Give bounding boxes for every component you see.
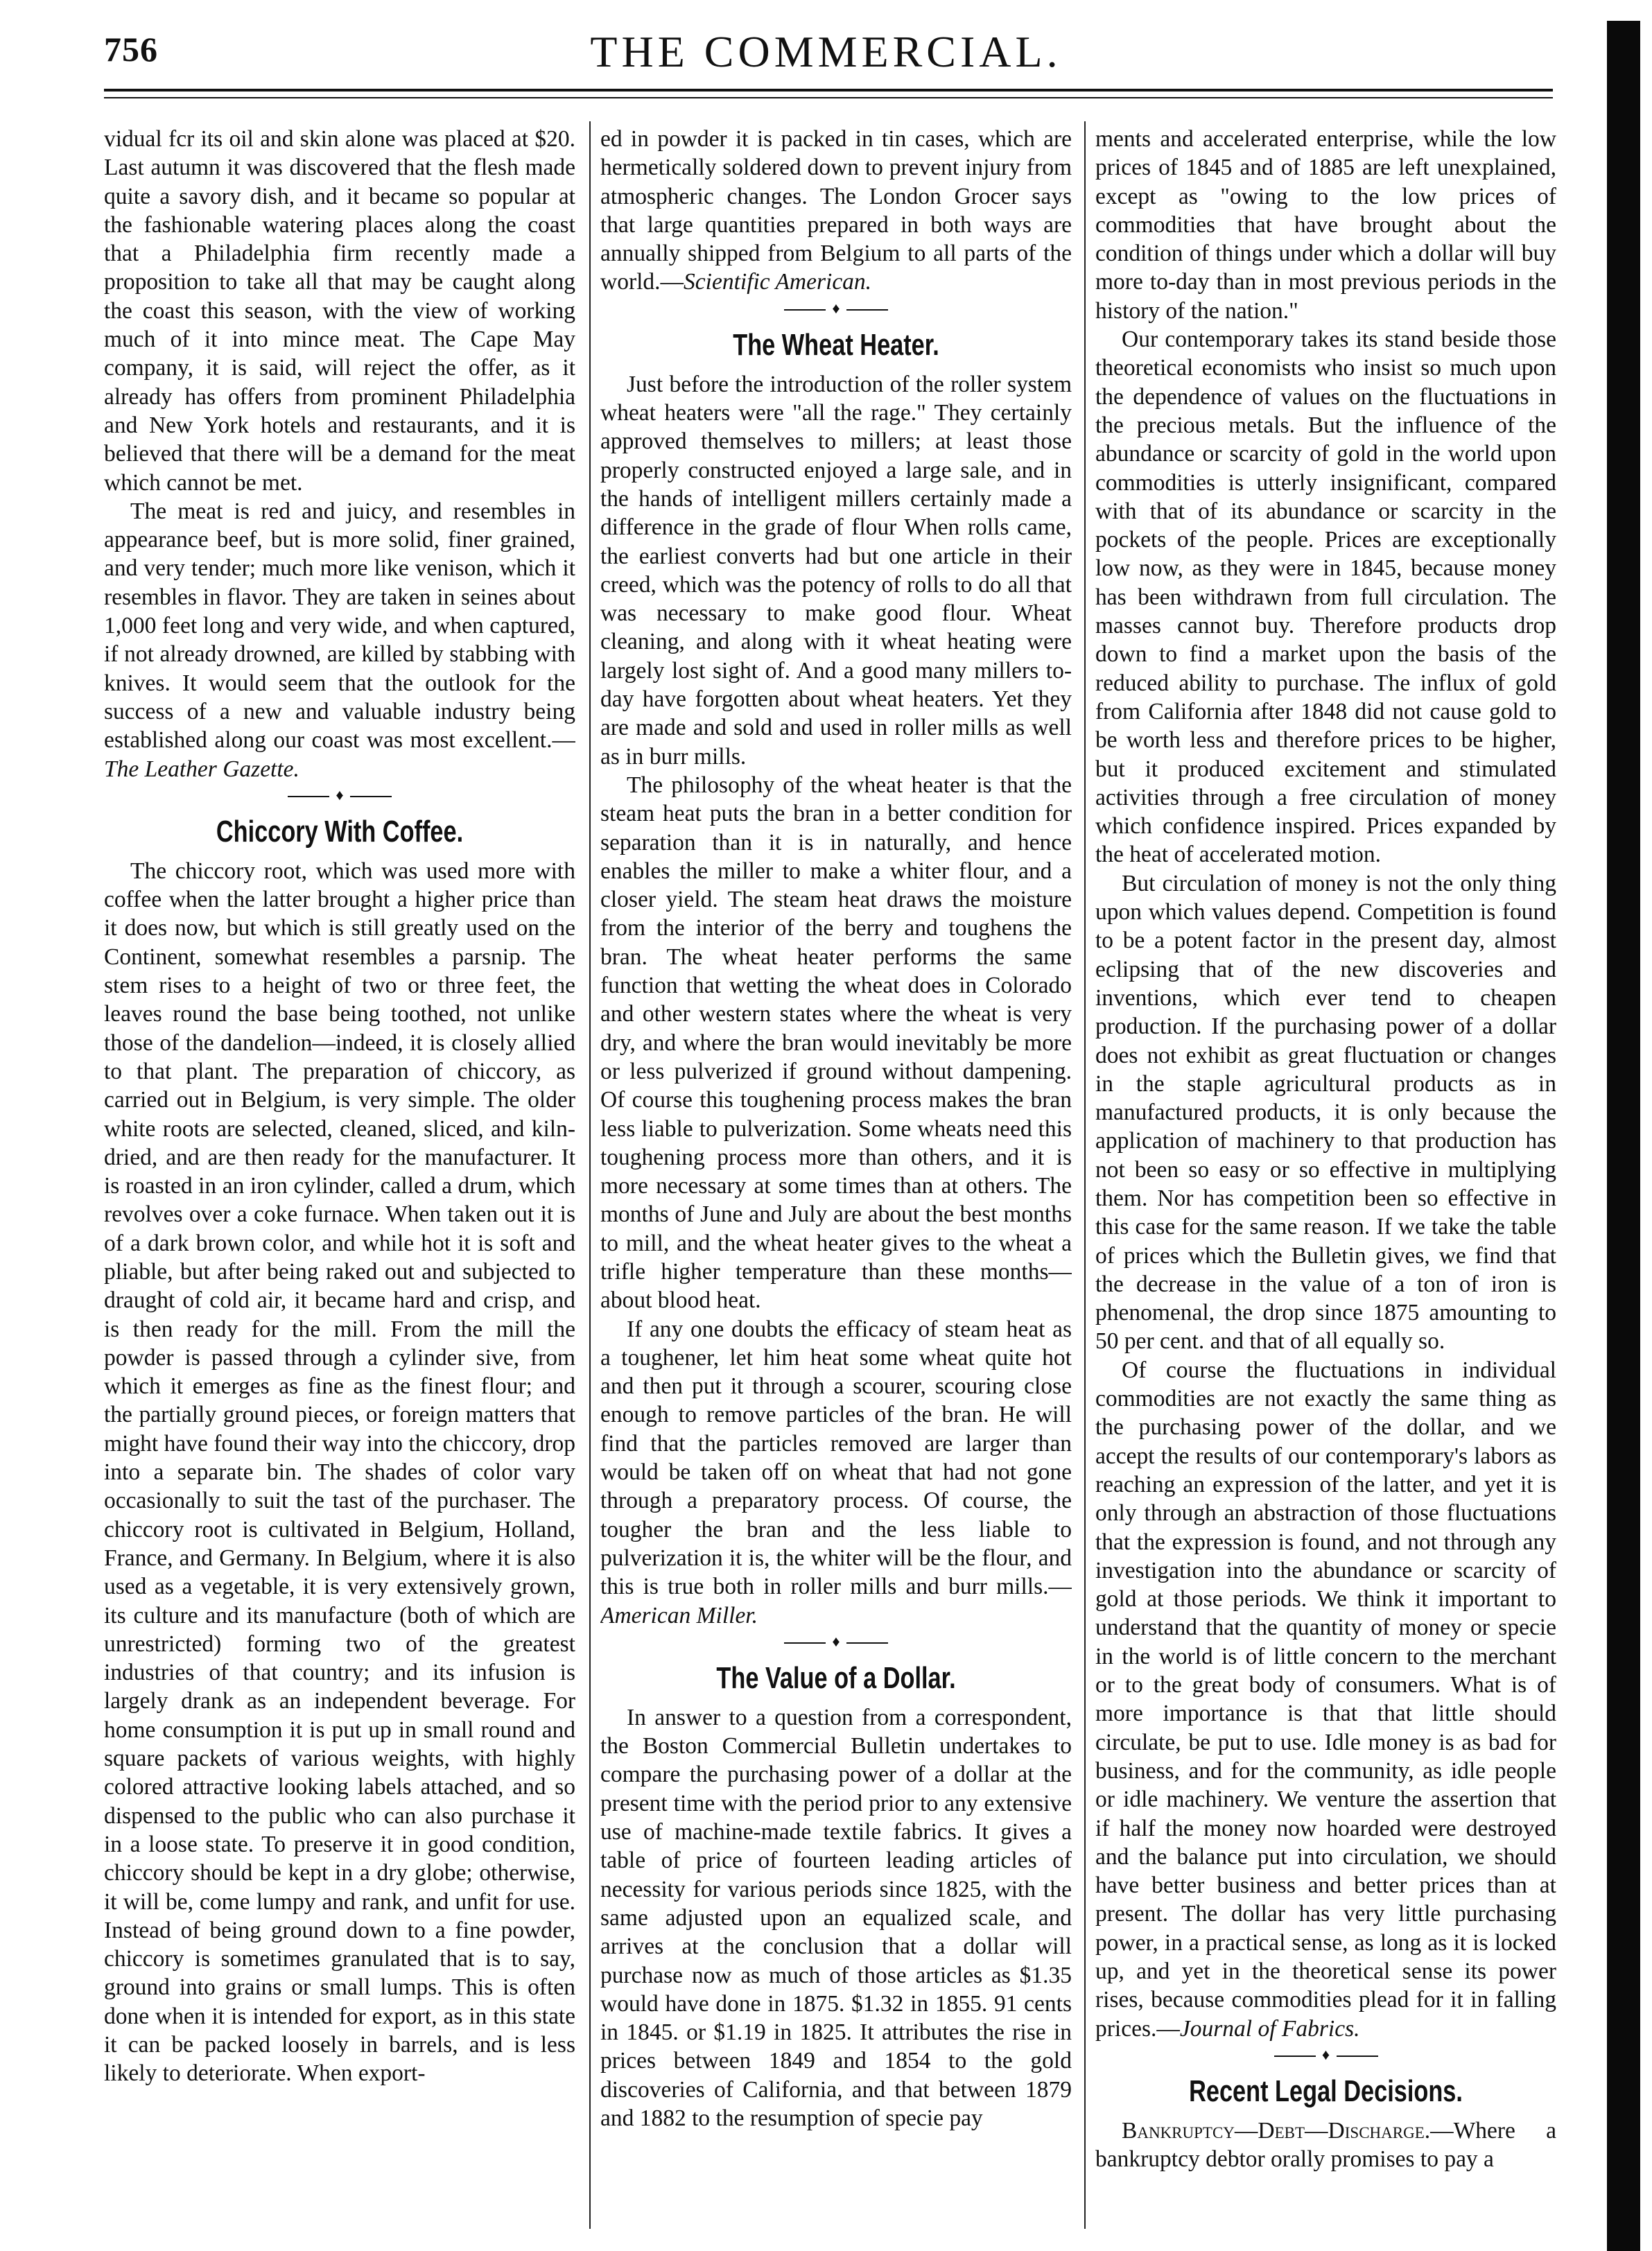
article-title-value-of-dollar: The Value of a Dollar. <box>716 1660 956 1695</box>
article-paragraph: In answer to a question from a correspondent, the Boston Commercial Bulletin undertakes to compare the purchasing power of a dollar at the present time with the period prior to any extensive use of machine-made textile fabrics. It gives a table of price of fourteen leading articles of necessity for various periods since 1825, with the same adjusted upon an equalized scale, and arrives at the conclusion that a dollar will purchase now as much of those articles as $1.35 would have done in 1875. $1.32 in 1855. 91 cents in 1845. or $1.19 in 1825. It attributes the rise in prices between 1849 and 1854 to the gold discoveries of California, and that between 1879 and 1882 to the resumption of specie pay <box>600 1704 1072 2131</box>
paragraph-text: —Where a bankruptcy debtor orally promises to pay a <box>1095 2117 1556 2173</box>
article-paragraph <box>600 125 1072 297</box>
header-rule-bottom <box>104 97 1553 98</box>
article-paragraph <box>600 1315 1072 1630</box>
paragraph-text: The meat is red and juicy, and resembles in appearance beef, but is more solid, finer grained, and very tender; much more like venison, which it resembles in flavor. They are taken in seines about 1,000 feet long and very wide, and when captured, if not already drowned, are killed by stabbing with knives. It would seem that the outlook for the success of a new and valuable industry being established along our coast was most excellent.— <box>104 498 575 754</box>
article-divider <box>600 301 1072 319</box>
source-credit: American Miller. <box>600 1602 758 1628</box>
scan-edge-bar <box>1607 21 1640 2251</box>
source-credit: The Leather Gazette. <box>104 756 299 782</box>
article-paragraph: Our contemporary takes its stand beside those theoretical economists who insist so much upon the dependence of values on the fluctuations in the precious metals. But the influence of the abundance or scarcity of gold in the world upon commodities is utterly insignificant, compared with that of its abundance or scarcity in the pockets of the people. Prices are exceptionally low now, as they were in 1845, because money has been withdrawn from full circulation. The masses cannot buy. Therefore products drop down to find a market upon the basis of the reduced ability to purchase. The influx of gold from California after 1848 did not cause gold to be worth less and therefore prices to be higher, but it produced excitement and stimulated activities through a free circulation of money which confidence inspired. Prices expanded by the heat of accelerated motion. <box>1095 327 1556 868</box>
article-paragraph <box>1095 1356 1556 2043</box>
article-paragraph: Just before the introduction of the roller system wheat heaters were "all the rage." They certainly approved themselves to millers; at least those properly constructed enjoyed a large sale, and in the hands of intelligent millers certainly made a difference in the grade of flour When rolls came, the earliest converts had but one article in their creed, which was the potency of rolls to do all that was necessary to make good flour. Wheat cleaning, and along with it wheat heating were largely lost sight of. And a good many millers to-day have forgotten about wheat heaters. Yet they are made and sold and used in roller mills as well as in burr mills. <box>600 371 1072 770</box>
article-title-chiccory: Chiccory With Coffee. <box>216 814 464 849</box>
article-title-wheat-heater: The Wheat Heater. <box>733 327 939 362</box>
article-paragraph: The philosophy of the wheat heater is that the steam heat puts the bran in a better condition for separation than it is in naturally, and hence enables the miller to make a whiter flour, and a closer yield. The steam heat draws the moisture from the interior of the berry and toughens the bran. The wheat heater performs the same function that wetting the wheat does in Colorado and other western states where the wheat is very dry, and where the bran would inevitably be more or less pulverized if ground without dampening. Of course this toughening process makes the bran less liable to pulverization. Some wheats need this toughening process more than others, and it is more necessary at some times than at others. The months of June and July are about the best months to mill, and the wheat heater gives to the wheat a trifle higher temperature than these months—about blood heat. <box>600 772 1072 1314</box>
masthead-title: THE COMMERCIAL. <box>590 27 1062 76</box>
page-header <box>0 0 1652 90</box>
article-paragraph: ments and accelerated enterprise, while the low prices of 1845 and of 1885 are left unexplained, except as "owing to the low prices of commodities that have brought about the condition of things under which a dollar will buy more to-day than in most previous periods in the history of the nation." <box>1095 126 1556 324</box>
paragraph-text: ed in powder it is packed in tin cases, which are hermetically soldered down to prevent injury from atmospheric changes. The London Grocer says that large quantities prepared in both ways are annually shipped from Belgium to all parts of the world.— <box>600 126 1072 295</box>
article-paragraph: vidual fcr its oil and skin alone was placed at $20. Last autumn it was discovered that the flesh made quite a savory dish, and it became so popular at the fashionable watering places along the coast that a Philadelphia firm recently made a proposition to take all that may be caught along the coast this season, with the view of working much of it into mince meat. The Cape May company, it is said, will reject the offer, as it already has offers from prominent Philadelphia and New York hotels and restaurants, and it is believed that there will be a demand for the meat which cannot be met. <box>104 126 575 496</box>
column-2 <box>600 125 1072 2225</box>
article-paragraph: The chiccory root, which was used more with coffee when the latter brought a higher price than it does now, but which is still greatly used on the Continent, somewhat resembles a parsnip. The stem rises to a height of two or three feet, the leaves round the base being toothed, not unlike those of the dandelion—indeed, it is closely allied to that plant. The preparation of chiccory, as carried out in Belgium, is very simple. The older white roots are selected, cleaned, sliced, and kiln-dried, and are then ready for the manufacturer. It is roasted in an iron cylinder, called a drum, which revolves over a coke furnace. When taken out it is of a dark brown color, and while hot it is soft and pliable, but after being raked out and subjected to draught of cold air, it became hard and crisp, and is then ready for the mill. From the mill the powder is passed through a cylinder sive, from which it emerges as fine as the finest flour; and the partially ground pieces, or foreign matters that might have found their way into the chiccory, drop into a separate bin. The shades of color vary occasionally to suit the tast of the purchaser. The chiccory root is cultivated in Belgium, Holland, France, and Germany. In Belgium, where it is also used as a vegetable, it is very extensively grown, its culture and its manufacture (both of which are unrestricted) forming two of the greatest industries of that country; and its infusion is largely drank as an independent beverage. For home consumption it is put up in small round and square packets of various weights, with highly colored attractive looking labels attached, and so dispensed to the public who can also purchase it in a loose state. To preserve it in good condition, chiccory should be kept in a dry globe; otherwise, it will be, come lumpy and rank, and unfit for use. Instead of being ground down to a fine powder, chiccory is sometimes granulated that is to say, ground into grains or small lumps. This is often done when it is intended for export, as in this state it can be packed loosely in barrels, and is less likely to deteriorate. When export- <box>104 858 575 2087</box>
column-1 <box>104 125 575 2225</box>
source-credit: Scientific American. <box>684 269 872 295</box>
column-3 <box>1095 125 1556 2225</box>
paragraph-text: If any one doubts the efficacy of steam heat as a toughener, let him heat some wheat quite hot and then put it through a scourer, scouring close enough to remove particles of the bran. He will find that the particles removed are larger than would be taken off on wheat that had not gone through a preparatory process. Of course, the tougher the bran and the less liable to pulverization it is, the whiter will be the flour, and this is true both in roller mills and burr mills.— <box>600 1316 1072 1600</box>
article-paragraph: But circulation of money is not the only thing upon which values depend. Competition is found to be a potent factor in the present day, almost eclipsing that of the new discoveries and inventions, which ever tend to cheapen production. If the purchasing power of a dollar does not exhibit as great fluctuation or changes in the staple agricultural products as in manufactured products, it is only because the application of machinery to that production has not been so easy or so effective in multiplying them. Nor has competition been so effective in this case for the same reason. If we take the table of prices which the Bulletin gives, we find that the decrease in the value of a ton of iron is phenomenal, the drop since 1875 amounting to 50 per cent. and that of all equally so. <box>1095 870 1556 1355</box>
source-credit: Journal of Fabrics. <box>1179 2015 1360 2042</box>
article-divider <box>1095 2047 1556 2065</box>
column-divider-2 <box>1084 121 1086 2229</box>
article-title-legal-decisions: Recent Legal Decisions. <box>1189 2074 1463 2108</box>
page-number: 756 <box>104 30 158 69</box>
paragraph-text: Of course the fluctuations in individual commodities are not exactly the same thing as the purchasing power of the dollar, and we accept the results of our contemporary's labors as reaching an expression of the latter, and yet it is only through an abstraction of those fluctuations that the expression is found, and not through any investigation into the abundance or scarcity of gold at those periods. We think it important to understand that the quantity of money or specie in the world is of little concern to the merchant or to the great body of consumers. What is of more importance is that that little should circulate, be put to use. Idle money is as bad for business, and for the community, as idle people or idle machinery. We venture the assertion that if half the money now hoarded were destroyed and the balance put into circulation, we should have better business and better prices than at present. The dollar has very little purchasing power, in a practical sense, as long as it is locked up, and yet in the theoretical sense its power rises, because commodities plead for it in falling prices.— <box>1095 1357 1556 2042</box>
article-divider <box>600 1634 1072 1652</box>
article-paragraph <box>104 497 575 783</box>
column-divider-1 <box>589 121 591 2229</box>
header-rule-top <box>104 89 1553 92</box>
article-divider <box>104 788 575 806</box>
article-paragraph <box>1095 2117 1556 2174</box>
case-heading: Bankruptcy—Debt—Discharge. <box>1122 2117 1431 2144</box>
